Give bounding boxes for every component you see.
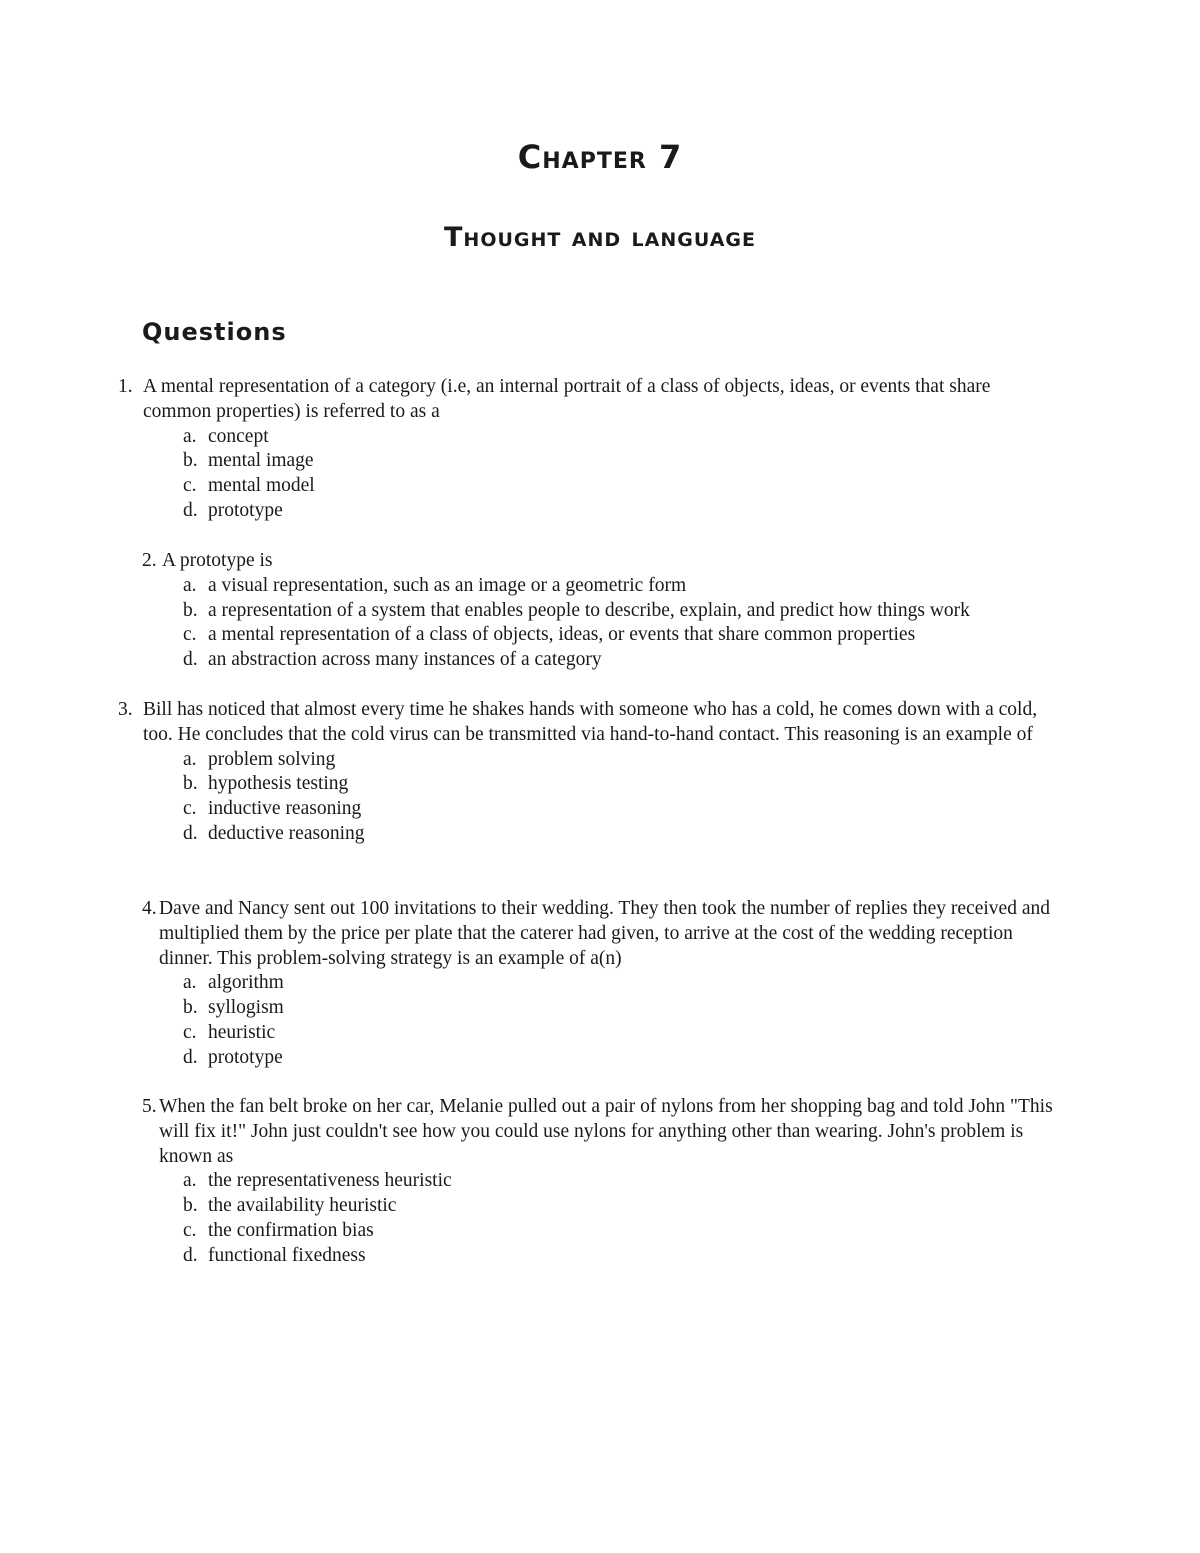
answer-option	[183, 1244, 1064, 1269]
option-letter: c.	[183, 1219, 197, 1241]
option-text: syllogism	[208, 997, 284, 1019]
option-letter: a.	[183, 748, 197, 770]
chapter-title: Chapter 7	[517, 138, 683, 176]
option-text: hypothesis testing	[208, 773, 349, 795]
question-number: 1.	[118, 376, 133, 397]
question-3	[118, 698, 1063, 847]
question-stem	[143, 549, 1063, 574]
answer-option	[183, 425, 1063, 450]
option-text: prototype	[208, 1046, 283, 1068]
question-2	[143, 549, 1063, 673]
answer-options	[183, 425, 1063, 524]
option-letter: c.	[183, 1021, 197, 1043]
option-text: mental model	[208, 475, 315, 497]
option-letter: a.	[183, 425, 197, 447]
answer-options	[183, 971, 1064, 1070]
option-text: deductive reasoning	[208, 822, 365, 844]
question-number: 3.	[118, 699, 133, 720]
question-text: A prototype is	[162, 550, 273, 571]
option-letter: a.	[183, 1170, 197, 1192]
answer-options	[183, 574, 1063, 673]
option-text: prototype	[208, 499, 283, 521]
question-number: 4.	[142, 898, 157, 919]
question-stem	[142, 1095, 1064, 1169]
answer-option	[183, 1021, 1064, 1046]
answer-option	[183, 1046, 1064, 1071]
answer-options	[183, 1169, 1064, 1268]
answer-option	[183, 648, 1063, 673]
question-1	[118, 375, 1063, 524]
answer-option	[183, 1219, 1064, 1244]
option-letter: b.	[183, 1195, 198, 1217]
option-text: concept	[208, 425, 269, 447]
question-number: 5.	[142, 1096, 157, 1117]
option-text: an abstraction across many instances of a category	[208, 649, 602, 671]
question-4	[142, 897, 1064, 1071]
answer-option	[183, 996, 1064, 1021]
answer-options	[183, 748, 1063, 847]
option-text: a representation of a system that enables people to describe, explain, and predict how things work	[208, 599, 970, 621]
answer-option	[183, 623, 1063, 648]
question-stem	[118, 375, 1063, 425]
question-text: Bill has noticed that almost every time he shakes hands with someone who has a cold, he comes down with a cold, too. He concludes that the cold virus can be transmitted via hand-to-hand contact. This reasoning is an example of	[143, 699, 1038, 745]
question-stem	[118, 698, 1063, 748]
option-letter: d.	[183, 649, 198, 671]
answer-option	[183, 748, 1063, 773]
option-letter: b.	[183, 773, 198, 795]
question-text: A mental representation of a category (i.e, an internal portrait of a class of objects, ideas, or events that share common properties) is referred to as a	[143, 376, 991, 422]
option-letter: a.	[183, 574, 197, 596]
option-text: the availability heuristic	[208, 1195, 397, 1217]
question-text: When the fan belt broke on her car, Melanie pulled out a pair of nylons from her shopping bag and told John "This will fix it!" John just couldn't see how you could use nylons for anything other than wearing. John's problem is known as	[159, 1096, 1053, 1167]
question-text: Dave and Nancy sent out 100 invitations to their wedding. They then took the number of replies they received and multiplied them by the price per plate that the caterer had given, to arrive at the cost of the wedding reception dinner. This problem-solving strategy is an example of a(n)	[159, 898, 1050, 969]
option-letter: d.	[183, 1046, 198, 1068]
option-text: the representativeness heuristic	[208, 1170, 452, 1192]
option-letter: c.	[183, 798, 197, 820]
option-letter: a.	[183, 972, 197, 994]
section-heading: Questions	[142, 318, 287, 346]
option-letter: c.	[183, 624, 197, 646]
option-letter: c.	[183, 475, 197, 497]
option-text: inductive reasoning	[208, 798, 362, 820]
answer-option	[183, 499, 1063, 524]
answer-option	[183, 449, 1063, 474]
option-letter: b.	[183, 599, 198, 621]
option-text: the confirmation bias	[208, 1219, 374, 1241]
answer-option	[183, 797, 1063, 822]
option-text: algorithm	[208, 972, 284, 994]
answer-option	[183, 772, 1063, 797]
answer-option	[183, 574, 1063, 599]
option-text: mental image	[208, 450, 314, 472]
chapter-subtitle: Thought and language	[444, 222, 756, 253]
question-5	[142, 1095, 1064, 1269]
answer-option	[183, 1169, 1064, 1194]
answer-option	[183, 1194, 1064, 1219]
question-number: 2.	[142, 550, 157, 571]
option-letter: d.	[183, 822, 198, 844]
option-text: a visual representation, such as an image or a geometric form	[208, 574, 687, 596]
option-letter: d.	[183, 499, 198, 521]
answer-option	[183, 599, 1063, 624]
answer-option	[183, 822, 1063, 847]
option-text: functional fixedness	[208, 1244, 366, 1266]
option-letter: b.	[183, 450, 198, 472]
option-text: heuristic	[208, 1021, 276, 1043]
option-letter: d.	[183, 1244, 198, 1266]
question-stem	[142, 897, 1064, 971]
answer-option	[183, 971, 1064, 996]
option-text: problem solving	[208, 748, 336, 770]
option-text: a mental representation of a class of objects, ideas, or events that share common properties	[208, 624, 916, 646]
option-letter: b.	[183, 997, 198, 1019]
answer-option	[183, 474, 1063, 499]
